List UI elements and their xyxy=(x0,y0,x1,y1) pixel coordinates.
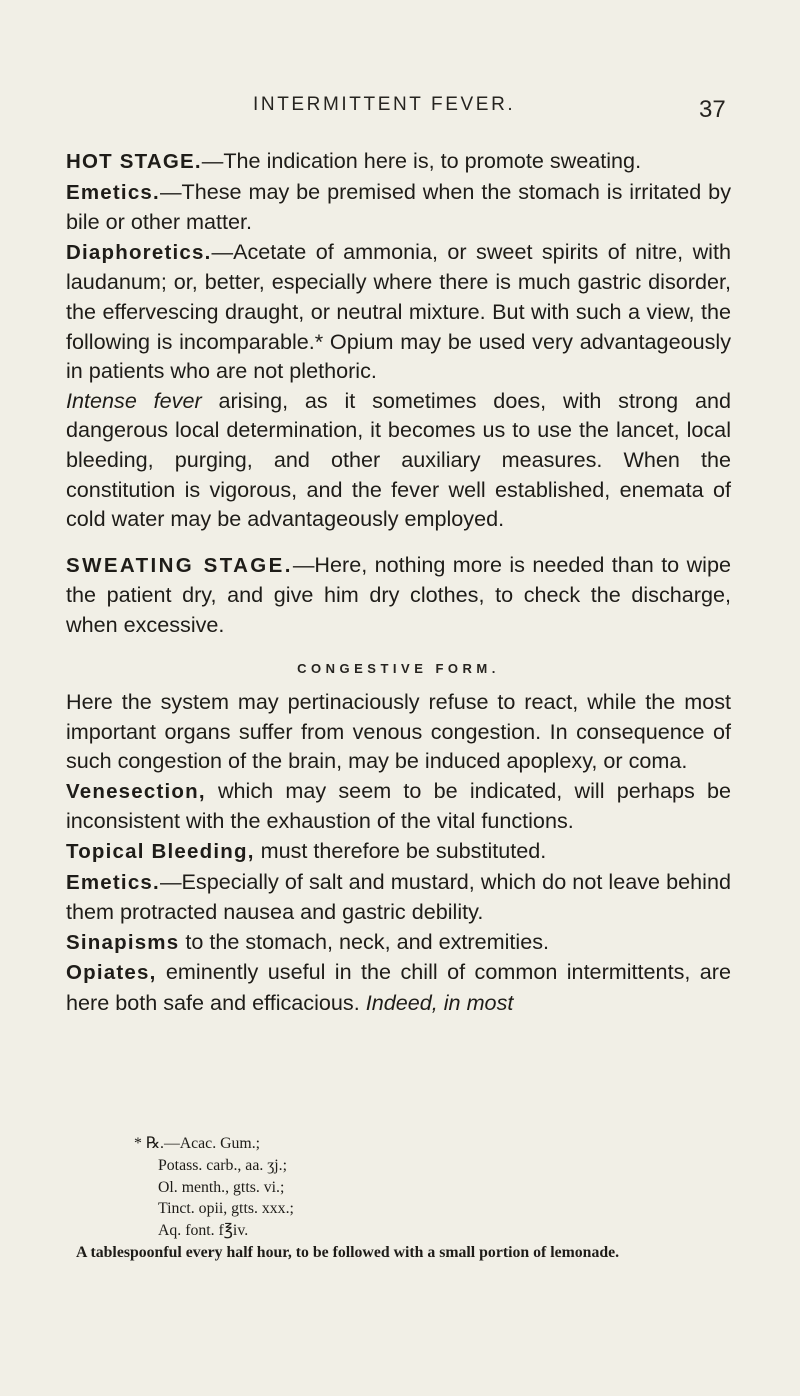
paragraph-diaphoretics xyxy=(66,237,731,386)
paragraph-opiates xyxy=(66,957,731,1017)
lead-sweating-stage: SWEATING STAGE. xyxy=(66,553,293,577)
lead-sinapisms: Sinapisms xyxy=(66,930,180,954)
paragraph-intense-fever xyxy=(66,386,731,534)
lead-hot-stage: HOT STAGE. xyxy=(66,150,202,173)
text-emetics-1: —These may be premised when the stomach is irritated by bile or other matter. xyxy=(66,178,731,235)
italic-intense-fever: Intense fever xyxy=(66,387,202,413)
paragraph-hot-stage xyxy=(66,146,731,177)
footnote-line-5: Aq. font. f℥iv. xyxy=(158,1222,249,1240)
footnote-prescription xyxy=(76,1133,736,1264)
footnote-line-6: A tablespoonful every half hour, to be followed with a small portion of lemonade. xyxy=(76,1243,620,1261)
lead-topical-bleeding: Topical Bleeding, xyxy=(66,840,255,864)
text-hot-stage: —The indication here is, to promote sweating. xyxy=(201,148,642,173)
text-emetics-2: —Especially of salt and mustard, which do not leave behind them protracted nausea and gastric debility. xyxy=(66,868,731,925)
running-title: INTERMITTENT FEVER. xyxy=(253,94,516,115)
lead-emetics-1: Emetics. xyxy=(66,180,160,204)
paragraph-emetics-2 xyxy=(66,867,731,927)
lead-venesection: Venesection, xyxy=(66,779,206,803)
section-heading-congestive: CONGESTIVE FORM. xyxy=(297,660,500,676)
paragraph-topical-bleeding xyxy=(66,836,731,867)
text-opiates: eminently useful in the chill of common intermittents, are here both safe and efficacious. xyxy=(66,959,731,1016)
text-topical-bleeding: must therefore be substituted. xyxy=(254,838,547,864)
italic-opiates-tail: Indeed, in most xyxy=(365,990,514,1016)
footnote-line-3: Ol. menth., gtts. vi.; xyxy=(158,1178,285,1196)
paragraph-emetics-1 xyxy=(66,177,731,237)
footnote-line-4: Tinct. opii, gtts. xxx.; xyxy=(158,1200,294,1218)
footnote-line-1: * ℞.—Acac. Gum.; xyxy=(134,1135,261,1152)
body-text xyxy=(66,146,731,1018)
text-sweating-stage: —Here, nothing more is needed than to wipe the patient dry, and give him dry clothes, to check the discharge, when excessive. xyxy=(66,551,731,637)
text-intense-fever: arising, as it sometimes does, with strong and dangerous local determination, it becomes us to use the lancet, local bleeding, purging, and other auxiliary measures. When the constitution is vigorous, and the fever well established, enemata of cold water may be advantageously employed. xyxy=(66,387,732,532)
lead-diaphoretics: Diaphoretics. xyxy=(66,240,212,264)
paragraph-venesection xyxy=(66,776,731,836)
lead-opiates: Opiates, xyxy=(66,961,157,985)
text-diaphoretics: —Acetate of ammonia, or sweet spirits of nitre, with laudanum; or, better, especially where there is much gastric disorder, the effervescing draught, or neutral mixture. But with such a view, the following is incomparable.* Opium may be used very advantageously in patients who are not plethoric. xyxy=(66,238,731,384)
lead-emetics-2: Emetics. xyxy=(66,870,160,894)
footnote-line-2: Potass. carb., aa. ʒj.; xyxy=(158,1156,287,1174)
paragraph-sinapisms xyxy=(66,927,731,958)
paragraph-congestive-intro: Here the system may pertinaciously refuse to react, while the most important organs suffer from venous congestion. In consequence of such congestion of the brain, may be induced apoplexy, or coma. xyxy=(66,689,731,774)
text-sinapisms: to the stomach, neck, and extremities. xyxy=(179,928,550,954)
page-number: 37 xyxy=(699,96,726,123)
paragraph-sweating-stage xyxy=(66,550,731,640)
text-venesection: which may seem to be indicated, will perhaps be inconsistent with the exhaustion of the vital functions. xyxy=(66,777,731,834)
